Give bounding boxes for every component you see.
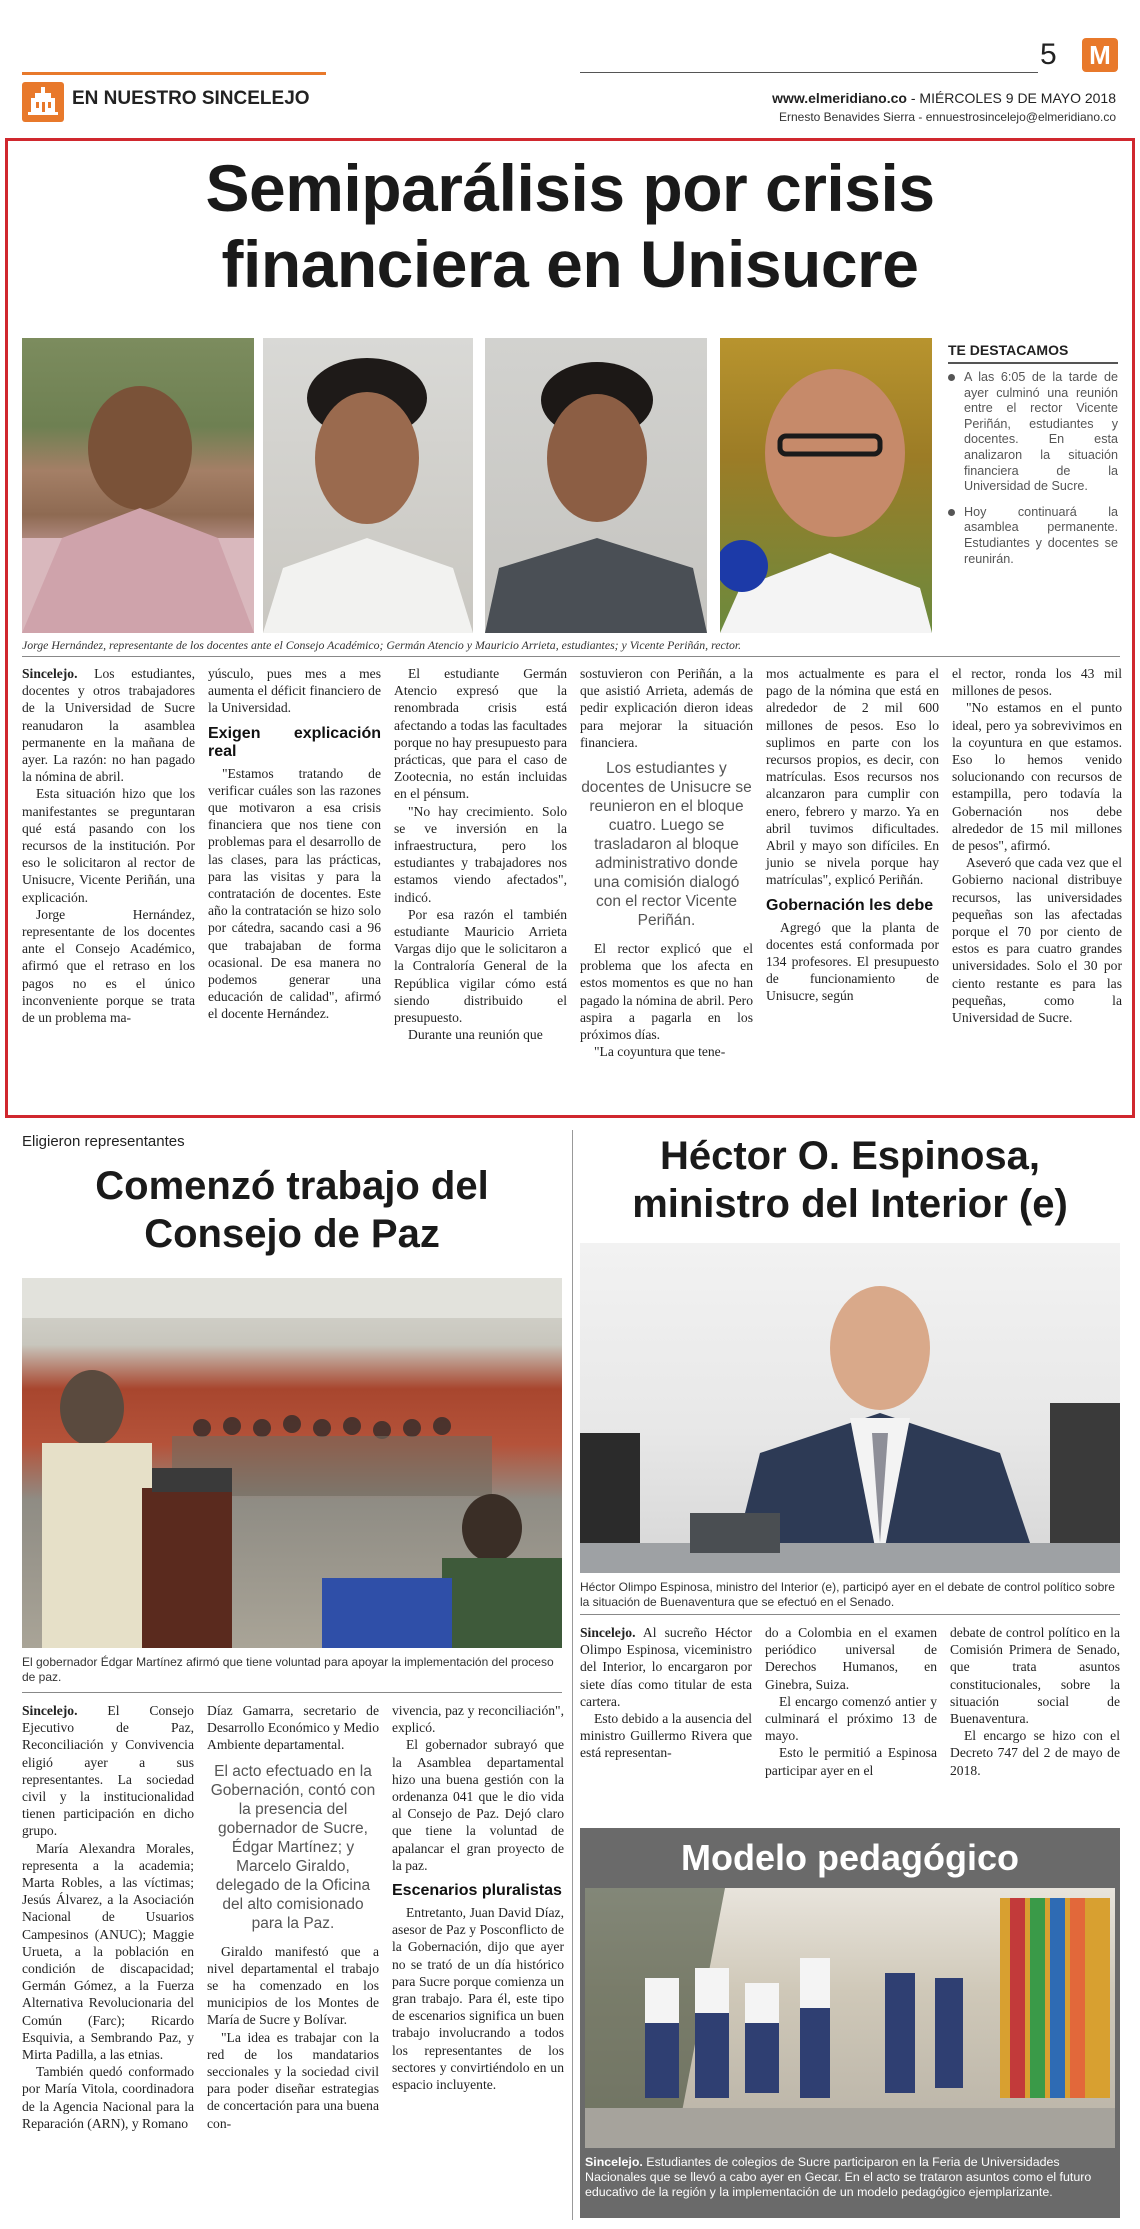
portrait-jorge-hernandez (22, 338, 254, 633)
highlights-title: TE DESTACAMOS (948, 342, 1069, 358)
highlight-item (948, 370, 1118, 495)
main-col-1: Sincelejo. Los estudiantes, docentes y otros trabajadores de la Universidad de Sucre reanudaron la asamblea permanente en la mañana de ayer. La razón: no han pagado la nómina de abril. Esta situación hizo que los manifestantes se preguntaran qué está pasando con los recursos de la institución. Por eso le solicitaron al rector de Unisucre, Vicente Periñán, una explicación. Jorge Hernández, representante de los docentes ante el Consejo Académico, afirmó que el retraso en los pagos no es el único inconveniente porque se trata de un problema ma- (22, 666, 195, 1026)
highlight-item (948, 505, 1118, 567)
peace-col-2: Díaz Gamarra, secretario de Desarrollo Económico y Medio Ambiente departamental. El acto efectuado en la Gobernación, contó con la presencia del gobernador de Sucre, Édgar Martínez; y Marcelo Giraldo, delegado de la Oficina del alto comisionado para la Paz. Giraldo manifestó que a nivel departamental el trabajo se ha comenzado en los municipios de los Montes de María de Sucre y Bolívar. "La idea es trabajar con la red de los mandatarios seccionales y la sociedad civil para poder diseñar estrategias de concertación para una buena con- (207, 1703, 379, 2131)
main-headline-line1: Semiparálisis por crisis (205, 151, 935, 225)
portrait-vicente-perinan (720, 338, 932, 633)
section-title: EN NUESTRO SINCELEJO (72, 88, 310, 109)
main-headline-line2: financiera en Unisucre (221, 227, 919, 301)
highlight-text: Hoy continuará la asamblea permanente. Estudiantes y docentes se reunirán. (964, 504, 1118, 566)
dateline: Sincelejo. (22, 666, 78, 681)
header-right-rule (580, 72, 1038, 73)
minister-headline: Héctor O. Espinosa, ministro del Interior (e) (632, 1134, 1068, 1226)
peace-caption-rule (22, 1692, 562, 1693)
main-caption-rule (22, 656, 1120, 657)
dateline: Sincelejo. (585, 2155, 643, 2169)
pull-quote: El acto efectuado en la Gobernación, contó con la presencia del gobernador de Sucre, Édgar Martínez; y Marcelo Giraldo, delegado de la Oficina del alto comisionado para la Paz. (210, 1762, 376, 1932)
model-banner: Modelo pedagógico (681, 1837, 1019, 1878)
dateline: Sincelejo. (580, 1625, 636, 1640)
minister-caption-rule (580, 1614, 1120, 1615)
header-dateline (772, 90, 1116, 106)
portrait-mauricio-arrieta (485, 338, 707, 633)
peace-council-photo (22, 1278, 562, 1648)
subhead-gobernacion: Gobernación les debe (766, 896, 934, 914)
main-col-6: el rector, ronda los 43 mil millones de pesos. "No estamos en el punto ideal, pero ya sobrevivimos en la coyuntura en que estamos. Eso lo hemos venido solucionando con recursos de estampilla, pero todavía la Gobernación nos debe alrededor de 15 mil millones de pesos", afirmó. Aseveró que cada vez que el Gobierno nacional distribuye recursos, las universidades pequeñas son las afectadas porque el 70 por ciento de estos es para cuatro grandes universidades. Solo el 30 por ciento restante es para las pequeñas, como la Universidad de Sucre. (952, 666, 1122, 1026)
header-accent-rule (22, 72, 326, 75)
dateline: Sincelejo. (22, 1703, 78, 1718)
peace-kicker: Eligieron representantes (22, 1133, 185, 1150)
main-col-5: mos actualmente es para el pago de la nómina que está en alrededor de 2 mil 600 millones de pesos. Eso lo suplimos en parte con los recursos propios, es decir, con matrículas. Esos recursos nos alcanzaron para cumplir con enero, febrero y marzo. Ya en abril tuvimos dificultades. Abril y mayo son difíciles. En junio se nivela porque hay matrículas", explicó Periñán. Gobernación les debe Agregó que la planta de docentes está conformada por 134 profesores. El presupuesto de funcionamiento de Unisucre, según (766, 666, 939, 1004)
issue-date: - MIÉRCOLES 9 DE MAYO 2018 (906, 90, 1116, 106)
section-logo-icon (22, 82, 64, 122)
peace-photo-caption: El gobernador Édgar Martínez afirmó que tiene voluntad para apoyar la implementación del proceso de paz. (22, 1655, 554, 1684)
main-col-3: El estudiante Germán Atencio expresó que la renombrada crisis está afectando a todas las facultades porque no hay presupuesto para prácticas, que para el caso de Zootecnia, no están incluidas en el pénsum. "No hay crecimiento. Solo se ve inversión en la infraestructura, pero los estudiantes y trabajadores nos estamos viendo afectados", indicó. Por esa razón el también estudiante Mauricio Arrieta Vargas dijo que le solicitaron a la Contraloría General de la República vigilar cómo está siendo distribuido el presupuesto. Durante una reunión que (394, 666, 567, 1043)
main-col-4: sostuvieron con Periñán, a la que asistió Arrieta, además de pedir explicación dieron ideas para mejorar la situación financiera. Los estudiantes y docentes de Unisucre se reunieron en el bloque cuatro. Luego se trasladaron al bloque administrativo donde una comisión dialogó con el rector Vicente Periñán. El rector explicó que el problema que los afecta en estos momentos es que no han pagado la nómina de abril. Pero aspira a pagarla en los próximos días. "La coyuntura que tene- (580, 666, 753, 1060)
pull-quote: Los estudiantes y docentes de Unisucre se reunieron en el bloque cuatro. Luego se trasladaron al bloque administrativo donde una comisión dialogó con el rector Vicente Periñán. (581, 760, 752, 930)
subhead-exigen: Exigen explicación real (208, 724, 381, 760)
highlights-rule (948, 362, 1118, 364)
minister-photo (580, 1243, 1120, 1573)
editor-credit: Ernesto Benavides Sierra - ennuestrosincelejo@elmeridiano.co (778, 110, 1116, 124)
highlight-text: A las 6:05 de la tarde de ayer culminó una reunión entre el rector Vicente Periñán, estudiantes y docentes. En esta analizaron la situación financiera de la Universidad de Sucre. (964, 370, 1118, 494)
peace-col-1: Sincelejo. El Consejo Ejecutivo de Paz, Reconciliación y Convivencia eligió ayer a sus representantes. La sociedad civil y la institucionalidad tienen participación en dicho grupo. María Alexandra Morales, representa a la academia; Marta Robles, a las víctimas; Jesús Álvarez, a la Asociación Nacional de Usuarios Campesinos (ANUC); Maggie Urueta, a la población en condición de discapacidad; Germán Gómez, a la Fuerza Alternativa Revolucionaria del Común (Farc); Ricardo Esquivia, a Sembrando Paz, y Mirta Padilla, a las etnias. También quedó conformado por María Vitola, coordinadora de la Agencia Nacional para la Reparación (ARN), y Romano (22, 1703, 194, 2131)
main-photo-caption: Jorge Hernández, representante de los docentes ante el Consejo Académico; Germán Atencio y Mauricio Arrieta, estudiantes; y Vicente Periñán, rector. (22, 638, 742, 652)
bullet-icon (948, 509, 955, 516)
model-photo (585, 1888, 1115, 2148)
minister-photo-caption: Héctor Olimpo Espinosa, ministro del Interior (e), participó ayer en el debate de control político sobre la situación de Buenaventura que se efectuó en el Senado. (580, 1580, 1115, 1609)
minister-col-1: Sincelejo. Al sucreño Héctor Olimpo Espinosa, viceministro del Interior, lo encargaron por siete días como titular de esta cartera. Esto debido a la ausencia del ministro Guillermo Rivera que está representan- (580, 1625, 752, 1761)
subhead-escenarios: Escenarios pluralistas (392, 1882, 562, 1900)
page-number: 5 (1040, 38, 1057, 71)
main-headline (10, 150, 1130, 302)
minister-col-2: do a Colombia en el examen periódico universal de Derechos Humanos, en Ginebra, Suiza. El encargo comenzó antier y culminará el próximo 13 de mayo. Esto le permitió a Espinosa participar ayer en el (765, 1625, 937, 1778)
column-divider (572, 1130, 573, 2220)
brand-logo (1082, 38, 1118, 72)
highlights-list (948, 370, 1118, 567)
website-link[interactable]: www.elmeridiano.co (772, 90, 907, 106)
peace-headline: Comenzó trabajo del Consejo de Paz (95, 1164, 489, 1256)
model-photo-caption: Sincelejo. Estudiantes de colegios de Sucre participaron en la Feria de Universidades Nacionales que se llevó a cabo ayer en Gecar. En el acto se trataron asuntos como el futuro educativo de la región y la implementación de un modelo pedagógico ejemplarizante. (585, 2155, 1092, 2199)
peace-col-3: vivencia, paz y reconciliación", explicó. El gobernador subrayó que la Asamblea departamental hizo una buena gestión con la ordenanza 041 que le dio vida al Consejo de Paz. Dejó claro que tiene la voluntad de apalancar el gran proyecto de la paz. Escenarios pluralistas Entretanto, Juan David Díaz, asesor de Paz y Posconflicto de la Gobernación, dijo que ayer no se trató de un día histórico para Sucre porque comienza un gran trabajo. Para él, este tipo de escenarios significa un buen trabajo involucrando a todos los representantes de los sectores y convirtiéndolo en un espacio incluyente. (392, 1703, 564, 2093)
portrait-german-atencio (263, 338, 473, 633)
minister-col-3: debate de control político en la Comisión Primera de Senado, que trata asuntos constitucionales, sobre la situación social de Buenaventura. El encargo se hizo con el Decreto 747 del 2 de mayo de 2018. (950, 1625, 1120, 1778)
bullet-icon (948, 374, 955, 381)
brand-logo-letter: M (1089, 39, 1111, 70)
main-col-2: yúsculo, pues mes a mes aumenta el déficit financiero de la Universidad. Exigen explicación real "Estamos tratando de verificar cuáles son las razones que motivaron a esa crisis financiera que nos tiene con problemas para el desarrollo de las clases, para las prácticas, para las visitas y para la contratación de docentes. Este año la contratación se hizo solo por cátedra, sacando casi a 96 que trabajaban de forma ocasional. De esa manera no podemos generar una educación de calidad", afirmó el docente Hernández. (208, 666, 381, 1022)
